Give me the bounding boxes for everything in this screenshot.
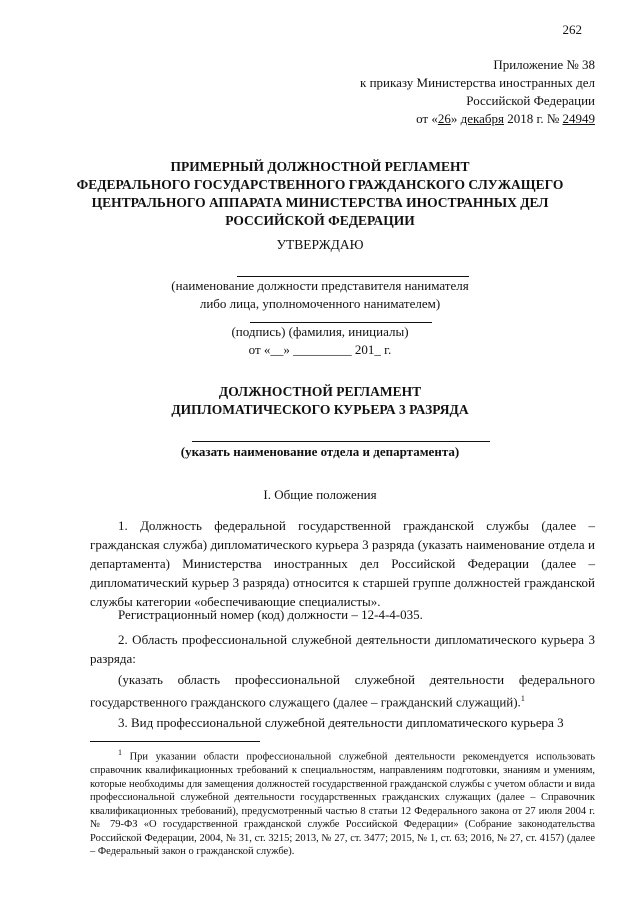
date-mid-2: 2018 г. № — [503, 111, 563, 126]
main-title-line-1: ПРИМЕРНЫЙ ДОЛЖНОСТНОЙ РЕГЛАМЕНТ — [170, 159, 470, 174]
department-caption: (указать наименование отдела и департамента) — [180, 444, 460, 459]
page-number: 262 — [562, 22, 582, 37]
regulation-title — [60, 383, 580, 419]
section-heading: I. Общие положения — [263, 487, 377, 502]
regulation-title-line-1: ДОЛЖНОСТНОЙ РЕГЛАМЕНТ — [218, 384, 422, 399]
signature-caption: (подпись) (фамилия, инициалы) — [231, 324, 409, 339]
paragraph-2 — [90, 605, 595, 624]
main-title-line-3: ЦЕНТРАЛЬНОГО АППАРАТА МИНИСТЕРСТВА ИНОСТРАННЫХ ДЕЛ — [91, 195, 549, 210]
paragraph-1 — [90, 516, 595, 611]
position-caption — [60, 277, 580, 313]
appendix-line-2: к приказу Министерства иностранных дел — [360, 75, 595, 90]
paragraph-1-text: 1. Должность федеральной государственной гражданской службы (далее – гражданская служба) дипломатического курьера 3 разряда (указать наименование отдела и департамента) Министерства иностранных дел Российской Федерации (далее – дипломатический курьер 3 разряда) относится к старшей группе должностей гражданской службы категории «обеспечивающие специалисты». — [90, 518, 595, 609]
footnote-separator — [90, 741, 260, 742]
main-title-line-4: РОССИЙСКОЙ ФЕДЕРАЦИИ — [225, 213, 415, 228]
appendix-line-1: Приложение № 38 — [493, 57, 595, 72]
appendix-block — [235, 56, 595, 128]
main-title — [60, 158, 580, 230]
date-prefix: от « — [416, 111, 438, 126]
paragraph-4-text: (указать область профессиональной служебной деятельности федерального государственного гражданского служащего (далее – гражданский служащий). — [90, 672, 595, 710]
department-line — [192, 441, 490, 442]
paragraph-3 — [90, 630, 595, 668]
footnote-text: При указании области профессиональной служебной деятельности рекомендуется использовать справочник квалификационных требований к специальностям, направлениям подготовки, знаниям и умениям, которые необходимы для замещения должностей государственной гражданской службы с учетом области и вида профессиональной служебной деятельности государственных гражданских служащих (далее – Справочник квалификационных требований), предусмотренный частью 8 статьи 12 Федерального закона от 27 июля 2004 г. № 79-ФЗ «О государственной гражданской службе Российской Федерации» (Собрание законодательства Российской Федерации, 2004, № 31, ст. 3215; 2013, № 27, ст. 3477; 2015, № 1, ст. 63; 2016, № 27, ст. 4157) (далее – Федеральный закон о гражданской службе). — [90, 751, 596, 857]
position-caption-line-2: либо лица, уполномоченного нанимателем) — [199, 296, 441, 311]
footnote-reference[interactable]: 1 — [520, 694, 525, 703]
approval-date-line: от «__» _________ 201_ г. — [248, 342, 392, 357]
date-mid-1: » — [450, 111, 461, 126]
paragraph-5-text: 3. Вид профессиональной служебной деятельности дипломатического курьера 3 — [118, 715, 564, 730]
regulation-title-line-2: ДИПЛОМАТИЧЕСКОГО КУРЬЕРА 3 РАЗРЯДА — [171, 402, 469, 417]
paragraph-4 — [90, 670, 595, 711]
footnote-mark: 1 — [118, 748, 122, 757]
appendix-date-line — [235, 110, 595, 128]
position-caption-line-1: (наименование должности представителя нанимателя — [171, 278, 469, 293]
main-title-line-2: ФЕДЕРАЛЬНОГО ГОСУДАРСТВЕННОГО ГРАЖДАНСКОГО СЛУЖАЩЕГО — [76, 177, 564, 192]
appendix-line-3: Российской Федерации — [466, 93, 595, 108]
approval-heading: УТВЕРЖДАЮ — [276, 237, 364, 252]
paragraph-5 — [90, 713, 595, 732]
order-number: 24949 — [562, 111, 595, 126]
footnote — [90, 746, 595, 859]
paragraph-3-text: 2. Область профессиональной служебной деятельности дипломатического курьера 3 разряда: — [90, 632, 595, 666]
paragraph-2-text: Регистрационный номер (код) должности – 12-4-4-035. — [118, 607, 423, 622]
order-day: 26 — [437, 111, 451, 126]
order-month: декабря — [460, 111, 504, 126]
